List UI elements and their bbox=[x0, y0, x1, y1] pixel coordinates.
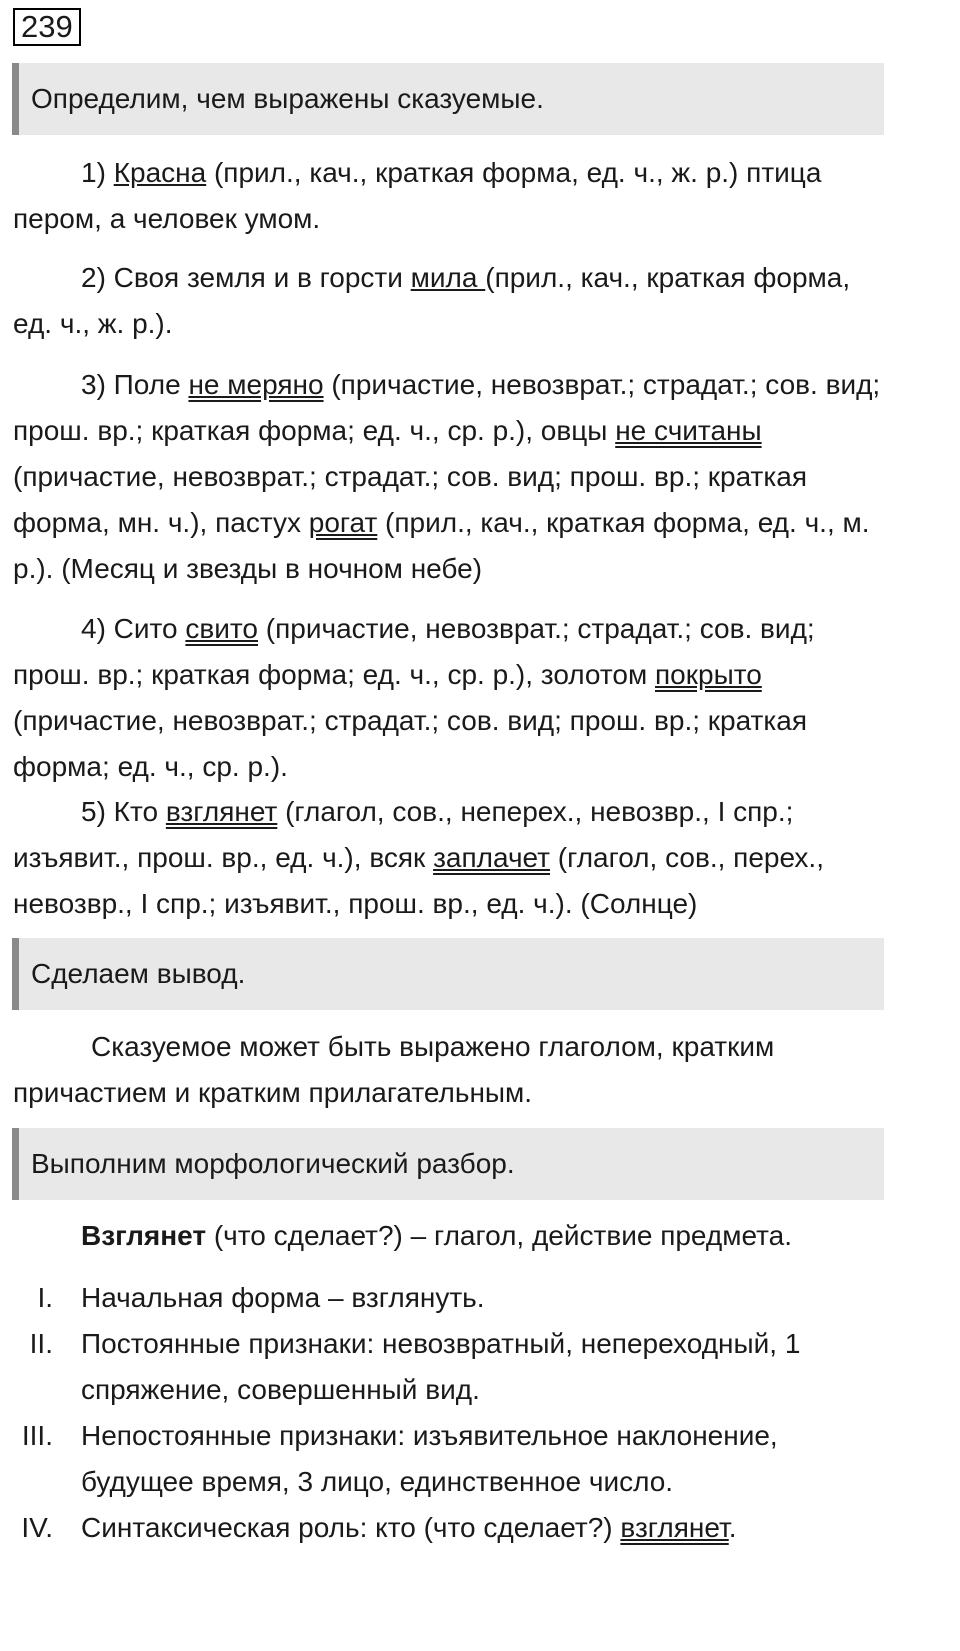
predicate: взглянет bbox=[620, 1512, 729, 1543]
section-header-conclusion: Сделаем вывод. bbox=[12, 938, 884, 1010]
section-header-predicates: Определим, чем выражены сказуемые. bbox=[12, 63, 884, 135]
predicate: не меряно bbox=[188, 369, 324, 400]
predicate: заплачет bbox=[433, 842, 550, 873]
predicate: мила bbox=[410, 262, 486, 293]
predicate: покрыто bbox=[655, 659, 762, 690]
predicate: рогат bbox=[308, 507, 378, 538]
conclusion-text: Сказуемое может быть выражено глаголом, кратким причастием и кратким прилагательным. bbox=[13, 1031, 775, 1108]
item-4: 4) Сито свито (причастие, невозврат.; страдат.; сов. вид; прош. вр.; краткая форма; ед. ч., ср. р.), золотом покрыто (причастие, невозврат.; страдат.; сов. вид; прош. вр.; краткая форма; ед. ч., ср. р.). bbox=[13, 613, 815, 782]
predicate: Красна bbox=[113, 157, 207, 188]
analysis-intro: Взглянет (что сделает?) – глагол, действие предмета. bbox=[81, 1220, 792, 1251]
item-2: 2) Своя земля и в горсти мила (прил., кач., краткая форма, ед. ч., ж. р.). bbox=[13, 262, 851, 339]
task-number: 239 bbox=[13, 8, 81, 46]
list-item: I. Начальная форма – взглянуть. bbox=[37, 1282, 485, 1313]
list-item: III. Непостоянные признаки: изъявительное наклонение, будущее время, 3 лицо, единственное число. bbox=[21, 1420, 778, 1497]
list-item: IV. Синтаксическая роль: кто (что сделает?) взглянет. bbox=[21, 1512, 737, 1543]
item-5: 5) Кто взглянет (глагол, сов., неперех., невозвр., I спр.; изъявит., прош. вр., ед. ч.), всяк заплачет (глагол, сов., перех., невозвр., I спр.; изъявит., прош. вр., ед. ч.). (Солнце) bbox=[13, 796, 824, 919]
predicate: свито bbox=[185, 613, 259, 644]
item-1: 1) Красна (прил., кач., краткая форма, ед. ч., ж. р.) птица пером, а человек умом. bbox=[13, 157, 822, 234]
analysis-word: Взглянет bbox=[81, 1220, 207, 1251]
item-3: 3) Поле не меряно (причастие, невозврат.; страдат.; сов. вид; прош. вр.; краткая форма; ед. ч., ср. р.), овцы не считаны (причастие, невозврат.; страдат.; сов. вид; прош. вр.; краткая форма, мн. ч.), пастух рогат (прил., кач., краткая форма, ед. ч., м. р.). (Месяц и звезды в ночном небе) bbox=[13, 369, 881, 584]
analysis-list bbox=[13, 1275, 893, 1551]
section-header-analysis: Выполним морфологический разбор. bbox=[12, 1128, 884, 1200]
predicate: не считаны bbox=[615, 415, 762, 446]
predicate: взглянет bbox=[165, 796, 278, 827]
list-item: II. Постоянные признаки: невозвратный, непереходный, 1 спряжение, совершенный вид. bbox=[29, 1328, 801, 1405]
